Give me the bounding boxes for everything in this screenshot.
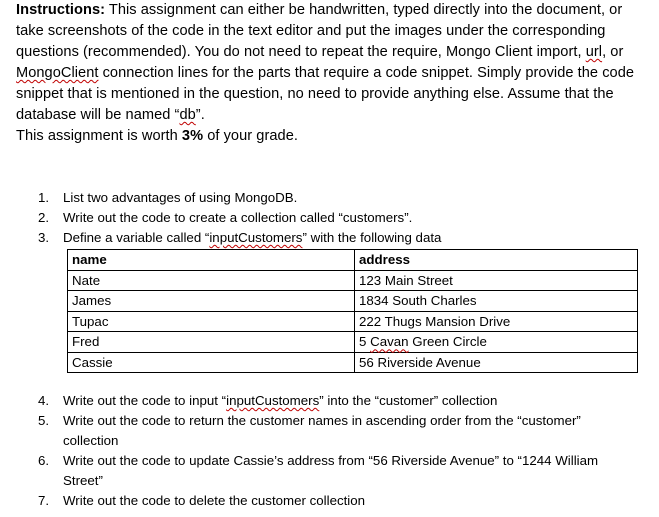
grade-weight-value: 3%	[181, 128, 204, 144]
cell-name: Fred	[68, 332, 355, 353]
question-number: 6.	[38, 453, 50, 468]
question-number: 4.	[38, 393, 50, 408]
table-row	[68, 270, 638, 291]
question-item	[16, 208, 441, 228]
question-text: ” into the “customer” collection	[319, 393, 498, 408]
question-text: Write out the code to input “	[63, 393, 227, 408]
instructions-text: , or	[602, 44, 624, 60]
question-number: 1.	[38, 190, 50, 205]
address-number: 5	[359, 334, 371, 350]
cell-address	[355, 332, 638, 353]
cell-address: 1834 South Charles	[355, 291, 638, 312]
question-item	[16, 491, 616, 511]
instructions-text: This assignment can either be handwritten, typed directly into the document, or take screenshots of the code in the text editor and put the images under the corresponding questions (recommended). You do not need to repeat the require, Mongo Client import,	[16, 2, 623, 60]
instructions-text: connection lines for the parts that require a code snippet. Simply provide the code snippet that is mentioned in the question, no need to provide anything else. Assume that the database will be named “	[16, 65, 635, 123]
cell-name: Cassie	[68, 352, 355, 373]
table-row	[68, 332, 638, 353]
grade-weight-suffix: of your grade.	[203, 128, 298, 144]
mongoclient-word: MongoClient	[16, 65, 99, 81]
address-word-cavan: Cavan	[370, 334, 409, 350]
question-text: Write out the code to return the customer names in ascending order from the “customer” collection	[63, 413, 581, 448]
cell-name: Tupac	[68, 311, 355, 332]
question-item	[16, 451, 616, 491]
cell-address: 123 Main Street	[355, 270, 638, 291]
instructions-paragraph	[16, 0, 652, 147]
question-text: Write out the code to update Cassie’s address from “56 Riverside Avenue” to “1244 William Street”	[63, 453, 599, 488]
question-text: ” with the following data	[302, 230, 442, 245]
variable-name: inputCustomers	[209, 230, 303, 245]
cell-name: Nate	[68, 270, 355, 291]
table-row	[68, 352, 638, 373]
cell-address: 222 Thugs Mansion Drive	[355, 311, 638, 332]
question-item	[16, 391, 616, 411]
question-text: List two advantages of using MongoDB.	[63, 190, 298, 205]
table-header-row	[68, 250, 638, 271]
cell-address: 56 Riverside Avenue	[355, 352, 638, 373]
question-list-top	[16, 188, 441, 248]
variable-name: inputCustomers	[226, 393, 320, 408]
question-item	[16, 411, 616, 451]
column-header-address: address	[355, 250, 638, 271]
question-item	[16, 188, 441, 208]
table-row	[68, 291, 638, 312]
address-rest: Green Circle	[408, 334, 487, 350]
question-number: 3.	[38, 230, 50, 245]
table-row	[68, 311, 638, 332]
instructions-lead: Instructions:	[16, 2, 106, 18]
cell-name: James	[68, 291, 355, 312]
column-header-name: name	[68, 250, 355, 271]
question-number: 2.	[38, 210, 50, 225]
question-list-bottom	[16, 391, 616, 511]
question-number: 7.	[38, 493, 50, 508]
document-page	[16, 0, 652, 508]
customer-data-table	[67, 249, 638, 373]
url-word: url	[585, 44, 603, 60]
question-item	[16, 228, 441, 248]
grade-weight-prefix: This assignment is worth	[16, 128, 182, 144]
question-text: Write out the code to delete the customer collection	[63, 493, 366, 508]
db-word: db	[179, 107, 196, 123]
question-text: Define a variable called “	[63, 230, 210, 245]
question-number: 5.	[38, 413, 50, 428]
question-text: Write out the code to create a collection called “customers”.	[63, 210, 413, 225]
instructions-text: ”.	[195, 107, 205, 123]
